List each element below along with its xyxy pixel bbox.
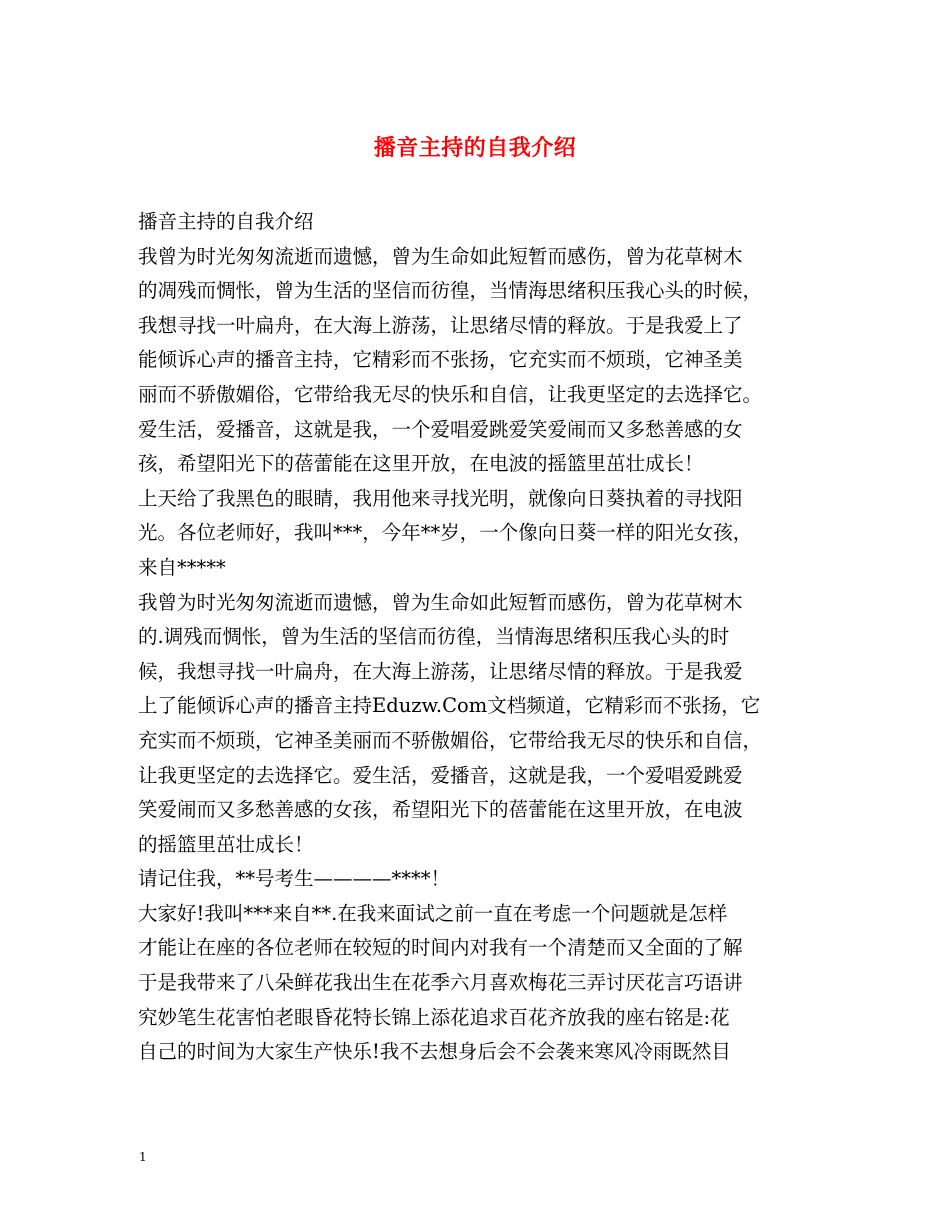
text-line: 的.调残而惆怅，曾为生活的坚信而彷徨，当情海思绪积压我心头的时 xyxy=(138,625,730,649)
text-line: 上天给了我黑色的眼睛，我用他来寻找光明，就像向日葵执着的寻找阳 xyxy=(138,486,743,510)
text-line: 能倾诉心声的播音主持，它精彩而不张扬，它充实而不烦琐，它神圣美 xyxy=(138,348,743,372)
text-line: 究妙笔生花害怕老眼昏花特长锦上添花追求百花齐放我的座右铭是:花 xyxy=(138,1005,730,1029)
text-line: 候，我想寻找一叶扁舟，在大海上游荡，让思绪尽情的释放。于是我爱 xyxy=(138,659,743,683)
text-line: 的摇篮里茁壮成长！ xyxy=(138,832,314,856)
page-number: 1 xyxy=(139,1150,147,1164)
text-line: 让我更坚定的去选择它。爱生活，爱播音，这就是我，一个爱唱爱跳爱 xyxy=(138,763,743,787)
text-line: 孩，希望阳光下的蓓蕾能在这里开放，在电波的摇篮里茁壮成长！ xyxy=(138,452,704,476)
text-line: 爱生活，爱播音，这就是我，一个爱唱爱跳爱笑爱闹而又多愁善感的女 xyxy=(138,417,743,441)
text-line: 于是我带来了八朵鲜花我出生在花季六月喜欢梅花三弄讨厌花言巧语讲 xyxy=(138,971,743,995)
text-line: 的凋残而惆怅，曾为生活的坚信而彷徨，当情海思绪积压我心头的时候， xyxy=(138,279,763,303)
text-line: 请记住我，**号考生————****！ xyxy=(138,867,451,891)
text-line: 自己的时间为大家生产快乐!我不去想身后会不会袭来寒风冷雨既然目 xyxy=(138,1040,731,1064)
text-line: 我曾为时光匆匆流逝而遗憾，曾为生命如此短暂而感伤，曾为花草树木 xyxy=(138,244,743,268)
text-line: 播音主持的自我介绍 xyxy=(138,210,314,233)
text-line: 大家好!我叫***来自**.在我来面试之前一直在考虑一个问题就是怎样 xyxy=(138,901,728,925)
text-line: 笑爱闹而又多愁善感的女孩，希望阳光下的蓓蕾能在这里开放，在电波 xyxy=(138,798,743,822)
text-line: 充实而不烦琐，它神圣美丽而不骄傲媚俗，它带给我无尽的快乐和自信， xyxy=(138,728,763,752)
text-line: 上了能倾诉心声的播音主持Eduzw.Com文档频道，它精彩而不张扬，它 xyxy=(138,694,761,718)
text-line: 我想寻找一叶扁舟，在大海上游荡，让思绪尽情的释放。于是我爱上了 xyxy=(138,313,743,337)
text-line: 光。各位老师好，我叫***，今年**岁，一个像向日葵一样的阳光女孩， xyxy=(138,521,753,545)
document-title: 播音主持的自我介绍 xyxy=(373,135,577,161)
text-line: 我曾为时光匆匆流逝而遗憾，曾为生命如此短暂而感伤，曾为花草树木 xyxy=(138,590,743,614)
text-line: 才能让在座的各位老师在较短的时间内对我有一个清楚而又全面的了解 xyxy=(138,936,743,960)
document-body xyxy=(138,205,828,1070)
text-line: 丽而不骄傲媚俗，它带给我无尽的快乐和自信，让我更坚定的去选择它。 xyxy=(138,382,763,406)
text-line: 来自***** xyxy=(138,555,226,579)
